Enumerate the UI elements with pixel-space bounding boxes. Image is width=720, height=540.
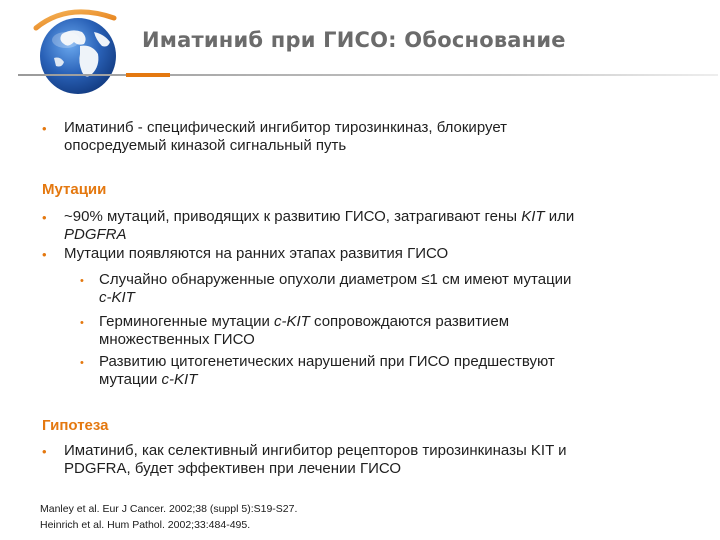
mutations-bullet-1-line-1 [64,208,574,226]
sub-bullet-2-text-a: Герминогенные мутации [99,313,275,330]
bullet-marker: • [42,121,47,136]
sub-bullet-2-line-2: множественных ГИСО [99,331,255,348]
hypothesis-line-2: PDGFRA, будет эффективен при лечении ГИСО [64,460,402,477]
sub-bullet-3-text-a: мутации [99,371,162,388]
mutations-bullet-1-text-b: или [544,208,575,225]
mutations-bullet-1-text-a: ~90% мутаций, приводящих к развитию ГИСО, затрагивают гены [64,208,522,225]
sub-bullet-marker: • [80,357,84,369]
hypothesis-line-1: Иматиниб, как селективный ингибитор рецепторов тирозинкиназы KIT и [64,442,567,459]
sub-bullet-marker: • [80,275,84,287]
bullet-marker: • [42,444,47,459]
bullet-marker: • [42,210,47,225]
mutations-bullet-2: Мутации появляются на ранних этапах развития ГИСО [64,245,449,262]
hypothesis-heading: Гипотеза [42,417,109,434]
reference-1: Manley et al. Eur J Cancer. 2002;38 (suppl 5):S19-S27. [40,503,298,515]
mutations-heading: Мутации [42,181,107,198]
intro-line-1: Иматиниб - специфический ингибитор тирозинкиназ, блокирует [64,119,508,136]
sub-bullet-marker: • [80,317,84,329]
sub-bullet-1-line-2: c-KIT [99,289,135,306]
bullet-marker: • [42,247,47,262]
sub-bullet-2-text-b: сопровождаются развитием [309,313,510,330]
gene-kit-text: KIT [521,208,545,225]
sub-bullet-2-gene: c-KIT [274,313,310,330]
gene-pdgfra-text: PDGFRA [64,226,127,243]
sub-bullet-2-line-1 [99,313,509,331]
sub-bullet-3-gene: c-KIT [161,371,198,388]
sub-bullet-3-line-2 [99,371,197,389]
intro-line-2: опосредуемый киназой сигнальный путь [64,137,347,154]
sub-bullet-3-line-1: Развитию цитогенетических нарушений при ГИСО предшествуют [99,353,555,370]
sub-bullet-1-line-1: Случайно обнаруженные опухоли диаметром ≤1 см имеют мутации [99,271,572,288]
page-title: Иматиниб при ГИСО: Обоснование [142,28,566,52]
reference-2: Heinrich et al. Hum Pathol. 2002;33:484-495. [40,519,251,531]
